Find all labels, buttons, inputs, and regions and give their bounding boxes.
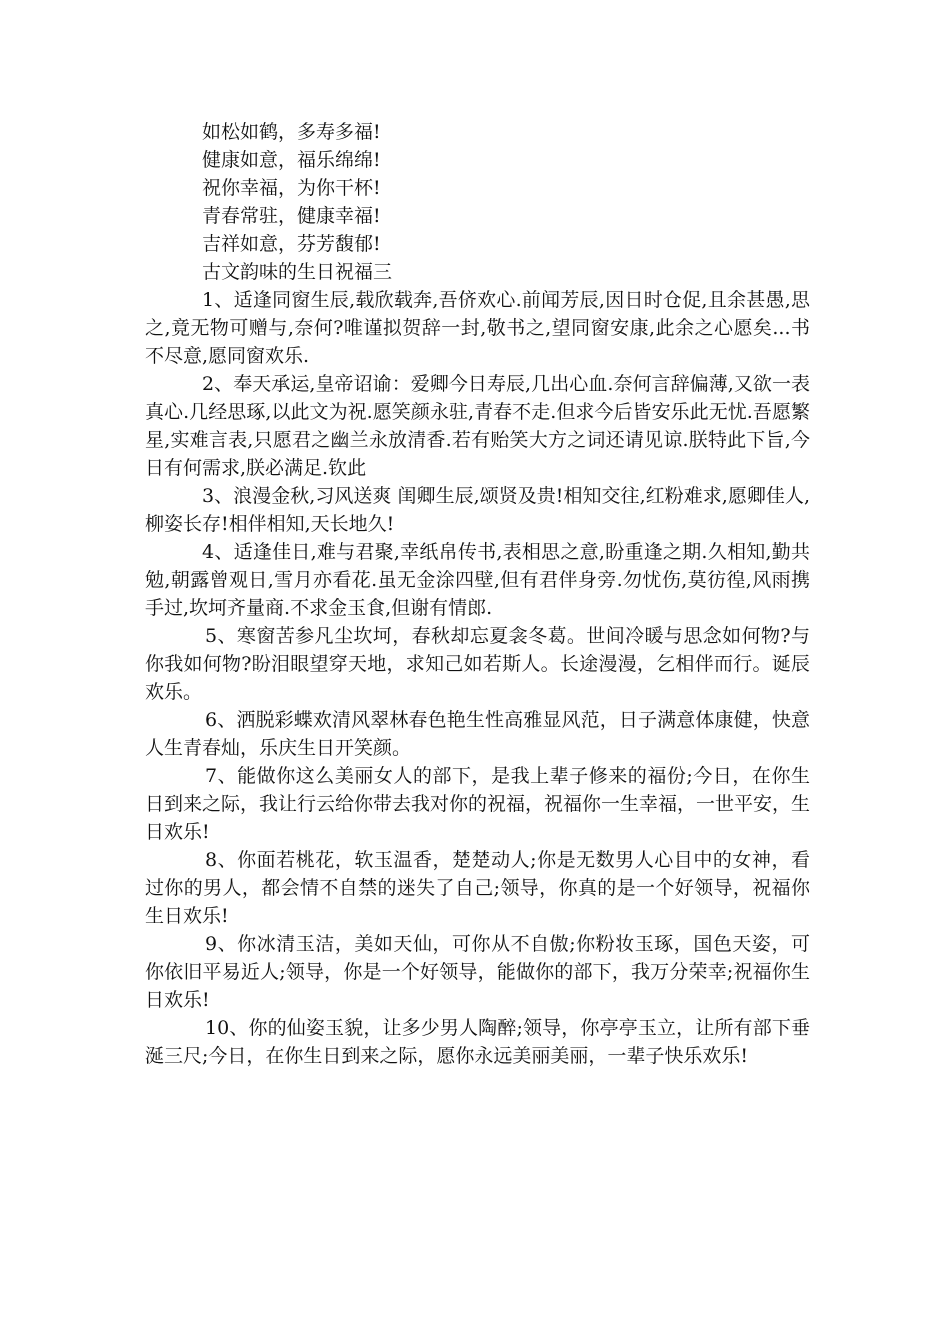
paragraph-1: 1、适逢同窗生辰,载欣载奔,吾侪欢心.前闻芳辰,因日时仓促,且余甚愚,思之,竟无物可赠与,奈何?唯谨拟贺辞一封,敬书之,望同窗安康,此余之心愿矣...书不尽意,愿同窗欢乐. <box>145 289 810 367</box>
document-page <box>145 118 810 1070</box>
paragraph-5: 5、寒窗苦参凡尘坎坷，春秋却忘夏衾冬葛。世间冷暖与思念如何物?与你我如何物?盼泪眼望穿天地，求知己如若斯人。长途漫漫，乞相伴而行。诞辰欢乐。 <box>145 625 810 703</box>
paragraph-7: 7、能做你这么美丽女人的部下，是我上辈子修来的福份;今日，在你生日到来之际，我让行云给你带去我对你的祝福，祝福你一生幸福，一世平安，生日欢乐! <box>145 765 811 843</box>
blessing-line: 青春常驻，健康幸福! <box>202 205 381 227</box>
paragraph-3: 3、浪漫金秋,习风送爽 闺卿生辰,颂贤及贵!相知交往,红粉难求,愿卿佳人,柳姿长存!相伴相知,天长地久! <box>145 485 810 535</box>
blessing-line: 祝你幸福，为你干杯! <box>202 177 381 199</box>
blessing-line: 健康如意，福乐绵绵! <box>202 149 381 171</box>
paragraph-2: 2、奉天承运,皇帝诏谕：爱卿今日寿辰,几出心血.奈何言辞偏薄,又欲一表真心.几经思琢,以此文为祝.愿笑颜永驻,青春不走.但求今后皆安乐此无忧.吾愿繁星,实难言表,只愿君之幽兰永放清香.若有贻笑大方之词还请见谅.朕特此下旨,今日有何需求,朕必满足.钦此 <box>145 373 810 479</box>
paragraph-4: 4、适逢佳日,难与君聚,幸纸帛传书,表相思之意,盼重逢之期.久相知,勤共勉,朝露曾观日,雪月亦看花.虽无金涂四壁,但有君伴身旁.勿忧伤,莫彷徨,风雨携手过,坎坷齐量商.不求金玉食,但谢有情郎. <box>145 541 810 619</box>
blessing-line: 吉祥如意，芬芳馥郁! <box>202 233 381 255</box>
section-title: 古文韵味的生日祝福三 <box>202 261 393 283</box>
paragraph-9: 9、你冰清玉洁，美如天仙，可你从不自傲;你粉妆玉琢，国色天姿，可你依旧平易近人;领导，你是一个好领导，能做你的部下，我万分荣幸;祝福你生日欢乐! <box>145 933 810 1011</box>
paragraph-8: 8、你面若桃花，软玉温香，楚楚动人;你是无数男人心目中的女神，看过你的男人，都会情不自禁的迷失了自己;领导，你真的是一个好领导，祝福你生日欢乐! <box>145 849 810 927</box>
paragraph-10: 10、你的仙姿玉貌，让多少男人陶醉;领导，你亭亭玉立，让所有部下垂涎三尺;今日，在你生日到来之际，愿你永远美丽美丽，一辈子快乐欢乐! <box>145 1017 810 1067</box>
paragraph-6: 6、洒脱彩蝶欢清风翠林春色艳生性高雅显风范，日子满意体康健，快意人生青春灿，乐庆生日开笑颜。 <box>145 709 810 759</box>
blessing-line: 如松如鹤，多寿多福! <box>202 121 381 143</box>
